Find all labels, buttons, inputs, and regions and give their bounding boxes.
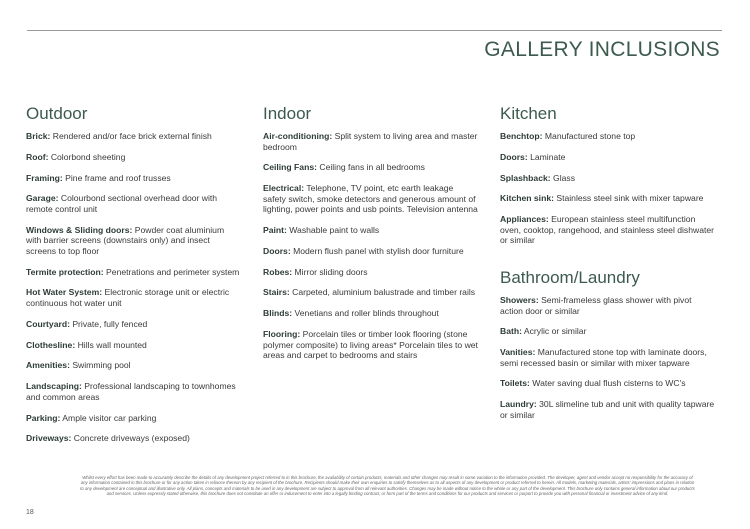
inclusion-value: Penetrations and perimeter system bbox=[103, 266, 240, 277]
inclusion-value: Swimming pool bbox=[69, 360, 131, 371]
inclusion-item bbox=[26, 267, 241, 278]
inclusion-value: Colorbond sheeting bbox=[48, 151, 126, 162]
bathroom-list bbox=[500, 295, 715, 421]
inclusion-item bbox=[26, 193, 241, 214]
top-divider bbox=[27, 30, 722, 31]
inclusion-value: Professional landscaping to townhomes and common areas bbox=[26, 381, 236, 402]
inclusion-value: Manufactured stone top with laminate doors, semi recessed basin or similar with mixer tapware bbox=[500, 347, 707, 368]
inclusion-value: Manufactured stone top bbox=[542, 131, 636, 141]
inclusion-value: Acrylic or similar bbox=[521, 326, 587, 337]
inclusion-item bbox=[263, 162, 478, 173]
inclusion-value: Porcelain tiles or timber look flooring (stone polymer composite) to living areas* Porcelain tiles to wet areas and carpet to bedrooms and stairs bbox=[263, 329, 478, 361]
inclusion-label: Benchtop: bbox=[500, 131, 543, 141]
inclusion-label: Kitchen sink: bbox=[500, 193, 554, 204]
inclusion-value: Pine frame and roof trusses bbox=[62, 172, 171, 183]
inclusion-value: Rendered and/or face brick external finish bbox=[50, 131, 212, 141]
bathroom-heading: Bathroom/Laundry bbox=[500, 267, 640, 287]
inclusion-value: Colourbond sectional overhead door with remote control unit bbox=[26, 193, 218, 214]
inclusion-label: Clothesline: bbox=[26, 339, 76, 350]
inclusion-label: Toilets: bbox=[500, 378, 530, 389]
inclusion-item bbox=[26, 381, 241, 402]
inclusion-label: Showers: bbox=[500, 294, 539, 305]
inclusion-value: Water saving dual flush cisterns to WC's bbox=[529, 378, 686, 389]
inclusion-item bbox=[500, 399, 715, 420]
page-number: 18 bbox=[26, 509, 34, 516]
inclusion-value: Concrete driveways (exposed) bbox=[71, 433, 190, 444]
inclusion-label: Air-conditioning: bbox=[263, 131, 333, 141]
inclusion-label: Bath: bbox=[500, 326, 522, 337]
kitchen-heading: Kitchen bbox=[500, 104, 557, 123]
inclusion-label: Amenities: bbox=[26, 360, 70, 371]
inclusion-label: Blinds: bbox=[263, 308, 293, 319]
inclusion-label: Driveways: bbox=[26, 433, 72, 444]
inclusion-label: Electrical: bbox=[263, 183, 305, 194]
inclusion-value: Hills wall mounted bbox=[75, 339, 147, 350]
inclusion-item bbox=[500, 173, 715, 184]
inclusion-label: Laundry: bbox=[500, 399, 537, 410]
inclusion-item bbox=[26, 287, 241, 308]
inclusion-value: Laminate bbox=[527, 151, 566, 162]
inclusion-item bbox=[263, 308, 478, 319]
inclusion-value: Venetians and roller blinds throughout bbox=[292, 308, 439, 319]
inclusion-item bbox=[500, 193, 715, 204]
inclusion-value: European stainless steel multifunction oven, cooktop, rangehood, and stainless steel dishwater or similar bbox=[500, 214, 715, 246]
indoor-list bbox=[263, 131, 478, 361]
inclusion-label: Framing: bbox=[26, 172, 63, 183]
inclusion-value: Semi-frameless glass shower with pivot action door or similar bbox=[500, 294, 692, 316]
inclusion-value: Ceiling fans in all bedrooms bbox=[316, 162, 425, 173]
inclusion-label: Hot Water System: bbox=[26, 287, 103, 298]
inclusion-value: Mirror sliding doors bbox=[292, 266, 368, 277]
inclusion-label: Doors: bbox=[263, 245, 291, 256]
inclusion-value: 30L slimeline tub and unit with quality tapware or similar bbox=[500, 399, 715, 420]
inclusion-item bbox=[26, 433, 241, 444]
inclusion-value: Electronic storage unit or electric continuous hot water unit bbox=[26, 287, 230, 309]
inclusion-item bbox=[263, 131, 478, 152]
disclaimer: Whilst every effort has been made to accurately describe the details of any development project referred to in this brochure, the availability of certain products, materials and other changes may result in some variation to the information provided. The developer, agent and vendor accept no responsibility for the accuracy of any information contained in this brochure or for any action taken in reliance thereon by any recipient of the brochure. Recipients should make their own enquiries to satisfy themselves as to all aspects of any development or product referred to herein. All models, marketing materials, artists' impressions and plans in relation to any development are conceptual and illustrative only. All plans, concepts and materials to be used in any development are subject to approval from all relevant authorities. Changes may be made without notice to the whole or any part of the development. This brochure only contains general information about our products and services. Unless expressly stated otherwise, this brochure does not constitute an offer or inducement to enter into a legally binding contract, or form part of the terms and conditions for our products and services or purport to provide you with personal financial or investment advice of any kind. bbox=[80, 475, 695, 497]
outdoor-heading: Outdoor bbox=[26, 104, 88, 123]
inclusion-label: Landscaping: bbox=[26, 381, 82, 392]
inclusion-label: Doors: bbox=[500, 151, 528, 162]
inclusion-label: Brick: bbox=[26, 131, 51, 141]
inclusion-label: Termite protection: bbox=[26, 266, 104, 277]
inclusion-item bbox=[500, 347, 715, 368]
inclusion-label: Windows & Sliding doors: bbox=[26, 224, 133, 235]
inclusion-item bbox=[263, 183, 478, 215]
outdoor-column bbox=[26, 104, 241, 454]
inclusion-item bbox=[263, 246, 478, 257]
inclusion-label: Flooring: bbox=[263, 329, 301, 340]
inclusion-item bbox=[500, 295, 715, 316]
inclusion-label: Robes: bbox=[263, 266, 293, 277]
inclusion-item bbox=[500, 326, 715, 337]
inclusion-label: Stairs: bbox=[263, 287, 290, 298]
indoor-column bbox=[263, 104, 478, 371]
inclusion-item bbox=[500, 214, 715, 246]
page-title: GALLERY INCLUSIONS bbox=[484, 38, 720, 61]
inclusion-item bbox=[26, 152, 241, 163]
inclusion-label: Courtyard: bbox=[26, 318, 70, 329]
inclusion-label: Appliances: bbox=[500, 214, 549, 225]
inclusion-item bbox=[26, 413, 241, 424]
inclusion-value: Stainless steel sink with mixer tapware bbox=[553, 193, 704, 204]
inclusion-item bbox=[263, 225, 478, 236]
outdoor-list bbox=[26, 131, 241, 444]
inclusion-item bbox=[263, 287, 478, 298]
inclusion-value: Modern flush panel with stylish door furniture bbox=[290, 245, 464, 256]
inclusion-item bbox=[26, 340, 241, 351]
inclusion-label: Garage: bbox=[26, 193, 59, 204]
inclusion-item bbox=[26, 360, 241, 371]
inclusion-label: Paint: bbox=[263, 225, 287, 236]
inclusion-value: Carpeted, aluminium balustrade and timber rails bbox=[289, 287, 476, 298]
inclusion-label: Vanities: bbox=[500, 347, 536, 358]
inclusion-item bbox=[263, 329, 478, 361]
inclusion-item bbox=[500, 131, 715, 142]
kitchen-bathroom-column bbox=[500, 104, 715, 431]
inclusion-value: Powder coat aluminium with barrier screens (downstairs only) and insect screens to top floor bbox=[26, 224, 225, 256]
inclusion-item bbox=[500, 378, 715, 389]
inclusion-value: Glass bbox=[550, 172, 575, 183]
inclusion-item bbox=[26, 225, 241, 257]
inclusion-value: Ample visitor car parking bbox=[60, 412, 157, 423]
inclusion-item bbox=[26, 131, 241, 142]
inclusion-value: Telephone, TV point, etc earth leakage safety switch, smoke detectors and generous amount of lighting, power points and usb points. Television antenna bbox=[263, 183, 478, 215]
inclusion-item bbox=[500, 152, 715, 163]
inclusion-value: Split system to living area and master bedroom bbox=[263, 131, 478, 152]
inclusion-item bbox=[263, 267, 478, 278]
inclusion-label: Ceiling Fans: bbox=[263, 162, 317, 173]
inclusion-item bbox=[26, 173, 241, 184]
kitchen-list bbox=[500, 131, 715, 246]
inclusion-label: Roof: bbox=[26, 151, 49, 162]
inclusion-value: Washable paint to walls bbox=[286, 225, 380, 236]
indoor-heading: Indoor bbox=[263, 104, 312, 123]
inclusion-label: Parking: bbox=[26, 412, 61, 423]
inclusion-value: Private, fully fenced bbox=[69, 318, 148, 329]
inclusion-label: Splashback: bbox=[500, 172, 551, 183]
inclusion-item bbox=[26, 319, 241, 330]
